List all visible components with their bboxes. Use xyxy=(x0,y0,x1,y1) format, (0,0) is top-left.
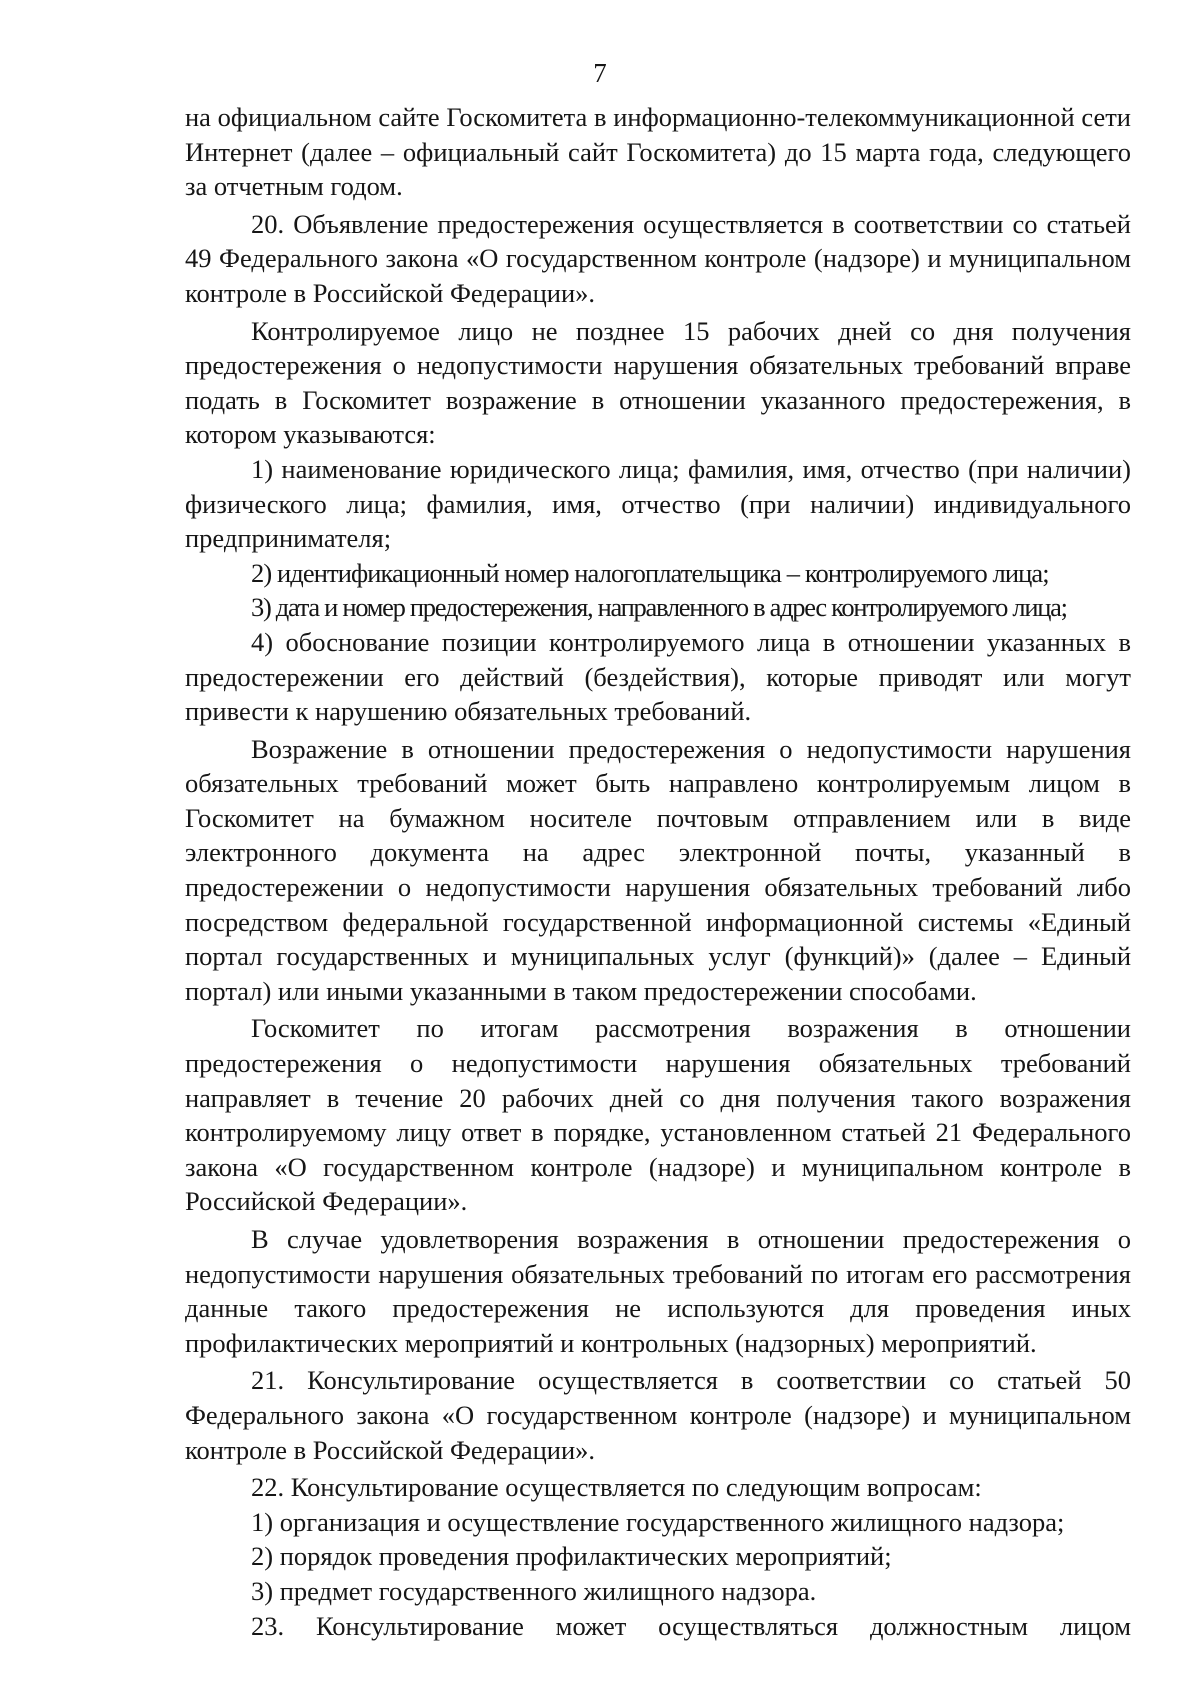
paragraph-objection-satisfied: В случае удовлетворения возражения в отношении предостережения о недопустимости нарушения обязательных требований по итогам его рассмотрения данные такого предостережения не используются для проведения иных профилактических мероприятий и контрольных (надзорных) мероприятий. xyxy=(185,1224,1131,1358)
paragraph-clause-22: 22. Консультирование осуществляется по следующим вопросам: xyxy=(251,1472,982,1503)
paragraph-continuation: на официальном сайте Госкомитета в информационно-телекоммуникационной сети Интернет (далее – официальный сайт Госкомитета) до 15 марта года, следующего за отчетным годом. xyxy=(185,102,1131,202)
list-item-organization: 1) организация и осуществление государственного жилищного надзора; xyxy=(251,1506,1065,1537)
paragraph-objection-right: Контролируемое лицо не позднее 15 рабочих дней со дня получения предостережения о недопустимости нарушения обязательных требований вправе подать в Госкомитет возражение в отношении указанного предостережения, в котором указываются: xyxy=(185,315,1131,450)
paragraph-clause-20: 20. Объявление предостережения осуществляется в соответствии со статьей 49 Федерального закона «О государственном контроле (надзоре) и муниципальном контроле в Российской Федерации». xyxy=(185,208,1131,308)
paragraph-clause-21: 21. Консультирование осуществляется в соответствии со статьей 50 Федерального закона «О государственном контроле (надзоре) и муниципальном контроле в Российской Федерации». xyxy=(185,1365,1131,1465)
list-item-3-date-number: 3) дата и номер предостережения, направленного в адрес контролируемого лица; xyxy=(251,592,1067,623)
paragraph-clause-23: 23. Консультирование может осуществляться должностным лицом xyxy=(251,1610,1131,1641)
page-number: 7 xyxy=(593,58,607,88)
paragraph-objection-review: Госкомитет по итогам рассмотрения возражения в отношении предостережения о недопустимости нарушения обязательных требований направляет в течение 20 рабочих дней со дня получения такого возражения контролируемому лицу ответ в порядке, установленном статьей 21 Федерального закона «О государственном контроле (надзоре) и муниципальном контроле в Российской Федерации». xyxy=(185,1013,1131,1217)
list-item-4-justification: 4) обоснование позиции контролируемого лица в отношении указанных в предостережении его действий (бездействия), которые приводят или могут привести к нарушению обязательных требований. xyxy=(185,626,1131,727)
document-body xyxy=(185,100,1131,1643)
list-item-procedure: 2) порядок проведения профилактических мероприятий; xyxy=(251,1541,892,1572)
list-item-1-name: 1) наименование юридического лица; фамилия, имя, отчество (при наличии) физического лица; фамилия, имя, отчество (при наличии) индивидуального предпринимателя; xyxy=(185,453,1131,554)
list-item-subject: 3) предмет государственного жилищного надзора. xyxy=(251,1575,817,1606)
list-item-2-inn: 2) идентификационный номер налогоплательщика – контролируемого лица; xyxy=(251,557,1049,588)
paragraph-objection-submission: Возражение в отношении предостережения о недопустимости нарушения обязательных требований может быть направлено контролируемым лицом в Госкомитет на бумажном носителе почтовым отправлением или в виде электронного документа на адрес электронной почты, указанный в предостережении о недопустимости нарушения обязательных требований либо посредством федеральной государственной информационной системы «Единый портал государственных и муниципальных услуг (функций)» (далее – Единый портал) или иными указанными в таком предостережении способами. xyxy=(185,733,1131,1006)
